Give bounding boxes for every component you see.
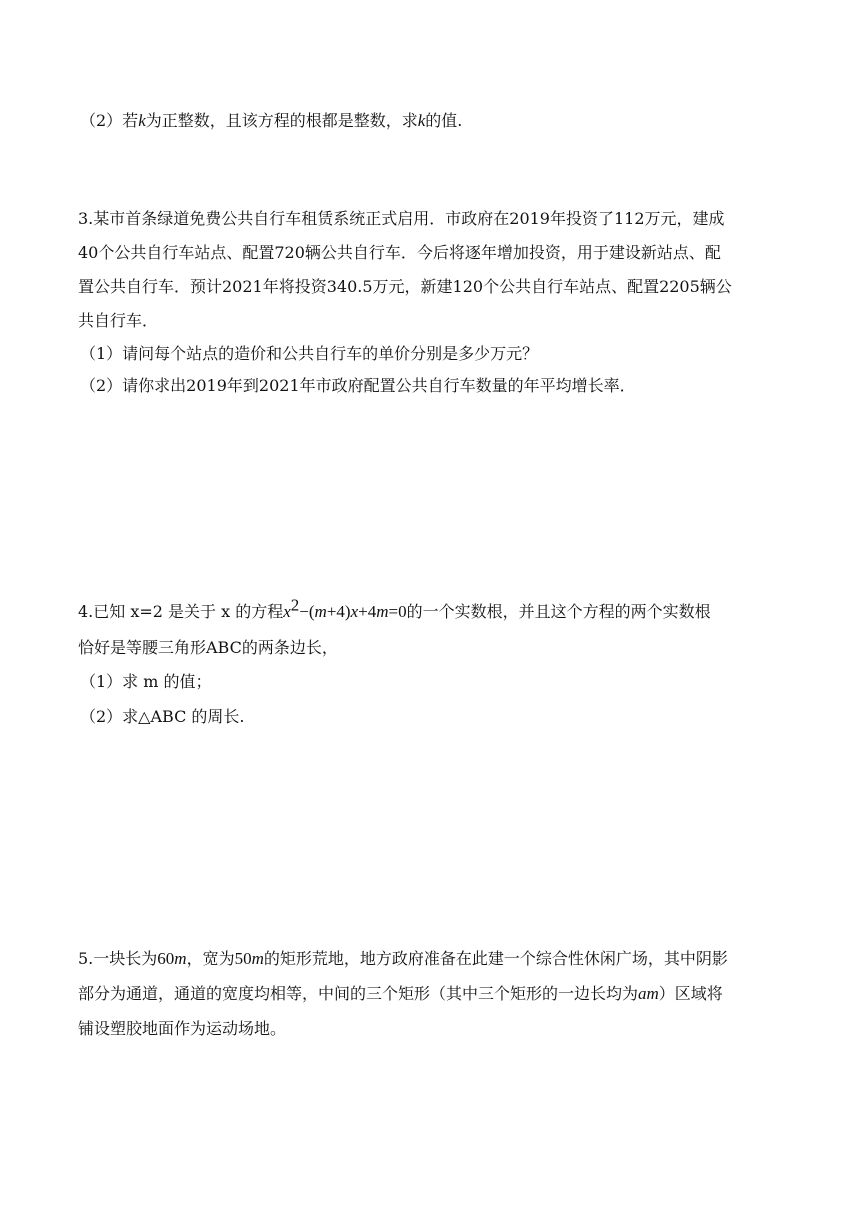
question-5-line-1: 5.一块长为60m，宽为50m的矩形荒地，地方政府准备在此建一个综合性休闲广场，其中阴影 (78, 949, 728, 968)
question-3-part-2: （2）请你求出2019年到2021年市政府配置公共自行车数量的年平均增长率． (80, 376, 636, 395)
question-2-part-2: （2）若k为正整数，且该方程的根都是整数，求k的值. (80, 111, 463, 130)
question-3-line-1: 3.某市首条绿道免费公共自行车租赁系统正式启用．市政府在2019年投资了112万元，建成 (78, 209, 725, 228)
question-4-part-1: （1）求 m 的值； (80, 672, 212, 691)
question-3-part-1: （1）请问每个站点的造价和公共自行车的单价分别是多少万元？ (80, 344, 539, 363)
question-4-line-1: 4.已知 x=2 是关于 x 的方程$x^2-(m+4)x+4m=0$的一个实数根，并且这个方程的两个实数根 (78, 595, 711, 621)
question-3-line-4: 共自行车． (78, 311, 159, 330)
question-4-part-2: （2）求△ABC 的周长. (80, 707, 245, 726)
question-5-line-3: 铺设塑胶地面作为运动场地。 (78, 1019, 287, 1038)
question-5-line-2: 部分为通道，通道的宽度均相等，中间的三个矩形（其中三个矩形的一边长均为am）区域将 (78, 984, 723, 1003)
equation: $x^2-(m+4)x+4m=0$ (283, 595, 407, 621)
math-var-k: k (417, 111, 426, 130)
question-3-line-3: 置公共自行车．预计2021年将投资340.5万元，新建120个公共自行车站点、配置2205辆公 (78, 277, 732, 296)
question-3-line-2: 40个公共自行车站点、配置720辆公共自行车．今后将逐年增加投资，用于建设新站点、配 (78, 243, 721, 262)
question-4-line-2: 恰好是等腰三角形ABC的两条边长， (78, 638, 338, 657)
math-var-k: k (138, 111, 146, 130)
